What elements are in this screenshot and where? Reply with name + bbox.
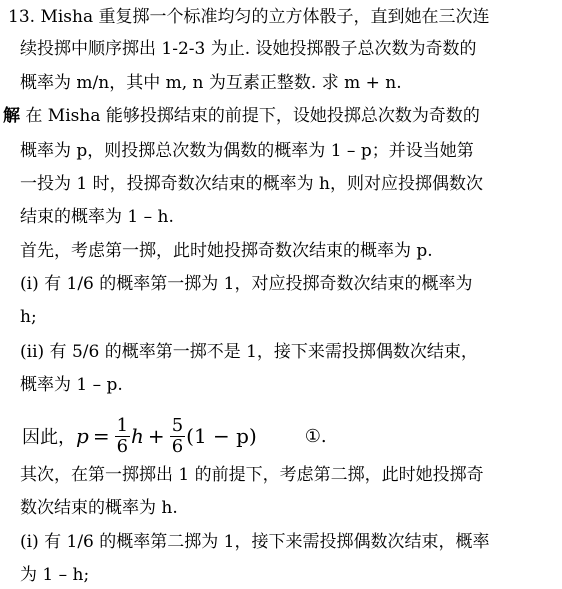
equation-marker: ①. bbox=[304, 425, 327, 447]
solution-line-4: 结束的概率为 1 – h. bbox=[20, 207, 174, 227]
fraction-five-sixths bbox=[170, 416, 185, 457]
equation-equals: = bbox=[92, 424, 110, 448]
problem-line-3: 概率为 m/n，其中 m, n 为互素正整数. 求 m + n. bbox=[20, 73, 402, 93]
solution-line-3: 一投为 1 时，投掷奇数次结束的概率为 h，则对应投掷偶数次 bbox=[20, 174, 483, 194]
solution-first-line bbox=[3, 105, 480, 127]
solution-line-10: 其次，在第一掷掷出 1 的前提下，考虑第二掷，此时她投掷奇 bbox=[20, 465, 484, 485]
solution-line-8: (ii) 有 5/6 的概率第一掷不是 1，接下来需投掷偶数次结束， bbox=[20, 342, 478, 362]
solution-label: 解 bbox=[3, 106, 20, 126]
solution-line-5: 首先，考虑第一掷，此时她投掷奇数次结束的概率为 p. bbox=[20, 241, 433, 261]
equation-var-p: p bbox=[76, 424, 89, 448]
solution-line-2: 概率为 p，则投掷总次数为偶数的概率为 1 – p；并设当她第 bbox=[20, 141, 474, 161]
fraction-numerator: 5 bbox=[171, 414, 184, 436]
equation-1 bbox=[22, 410, 327, 462]
solution-line-6: (i) 有 1/6 的概率第一掷为 1，对应投掷奇数次结束的概率为 bbox=[20, 274, 473, 294]
equation-prefix: 因此， bbox=[22, 427, 76, 448]
solution-line-1: 在 Misha 能够投掷结束的前提下，设她投掷总次数为奇数的 bbox=[25, 106, 480, 126]
equation-plus: + bbox=[147, 424, 165, 448]
solution-line-9: 概率为 1 – p. bbox=[20, 375, 123, 395]
equation-var-h: h bbox=[131, 424, 144, 448]
equation-tail: (1 − p) bbox=[186, 424, 257, 448]
problem-line-2: 续投掷中顺序掷出 1-2-3 为止. 设她投掷骰子总次数为奇数的 bbox=[20, 39, 477, 59]
solution-line-7: h; bbox=[20, 307, 37, 327]
solution-line-11: 数次结束的概率为 h. bbox=[20, 498, 178, 518]
solution-line-13: 为 1 – h; bbox=[20, 565, 90, 585]
fraction-denominator: 6 bbox=[116, 435, 129, 457]
fraction-denominator: 6 bbox=[171, 435, 184, 457]
problem-line-1: 13. Misha 重复掷一个标准均匀的立方体骰子，直到她在三次连 bbox=[8, 7, 490, 27]
solution-line-12: (i) 有 1/6 的概率第二掷为 1，接下来需投掷偶数次结束，概率 bbox=[20, 532, 490, 552]
fraction-numerator: 1 bbox=[116, 414, 129, 436]
fraction-one-sixth bbox=[115, 416, 130, 457]
